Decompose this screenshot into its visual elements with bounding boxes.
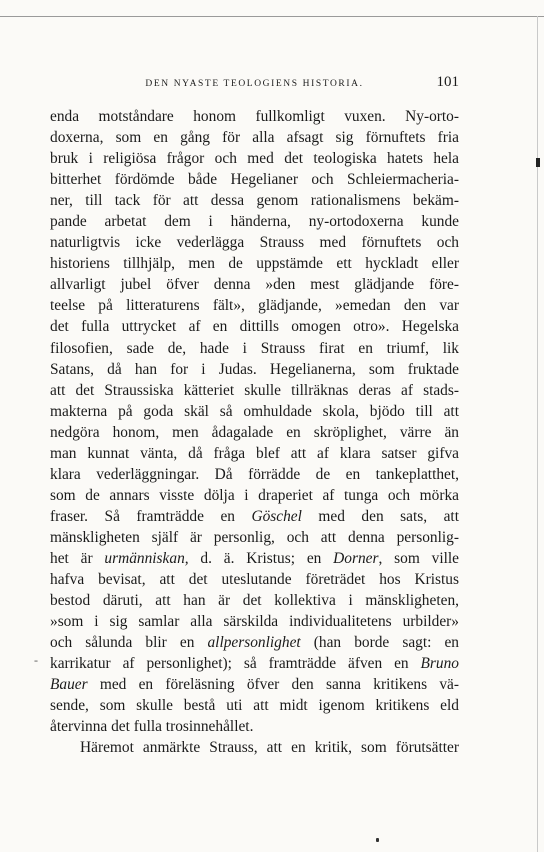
text-line: [50, 211, 459, 232]
italic-text: Dorner: [333, 549, 379, 567]
text-segment: Satans, då han for i Judas. Hegelianerna, som fruktade: [50, 360, 459, 378]
text-line: [50, 653, 459, 674]
text-line: [50, 422, 459, 443]
text-segment: bitterhet fördömde både Hegelianer och Schleiermacheria-: [50, 171, 459, 189]
text-line: [50, 464, 459, 485]
text-segment: bruk i religiösa frågor och med det teologiska hatets hela: [50, 150, 459, 168]
text-line: [50, 106, 459, 127]
text-line: [50, 674, 459, 695]
text-segment: pande arbetat dem i händerna, ny-ortodoxerna kunde: [50, 213, 459, 231]
text-segment: allvarligt jubel öfver denna »den mest glädjande före-: [50, 276, 459, 294]
text-line: [50, 232, 459, 253]
text-segment: het är: [50, 549, 105, 567]
text-line: [50, 253, 459, 274]
margin-mark: -: [34, 653, 38, 667]
text-segment: enda motståndare honom fullkomligt vuxen. Ny-orto-: [50, 108, 459, 125]
text-segment: fraser. Så framträdde en: [50, 507, 252, 525]
italic-text: urmänniskan,: [104, 549, 189, 567]
text-segment: klara vederläggningar. Då förrädde de en tankeplatthet,: [50, 465, 459, 483]
text-segment: och sålunda blir en: [50, 634, 208, 652]
text-line: [50, 506, 459, 527]
text-segment: med en föreläsning öfver den sanna kritikens vä-: [87, 676, 459, 694]
italic-text: Göschel: [251, 507, 302, 525]
running-head: DEN NYASTE TEOLOGIENS HISTORIA.: [145, 79, 364, 89]
edge-mark: [536, 158, 540, 167]
text-segment: doxerna, som en gång för alla afsagt sig förnuftets fria: [50, 129, 459, 147]
text-segment: återvinna det fulla trosinnehållet.: [50, 718, 254, 736]
text-line: [50, 716, 459, 737]
text-line: [50, 443, 459, 464]
text-line: [50, 548, 459, 569]
page-edge: [537, 16, 538, 852]
text-segment: mänskligheten själf är personlig, och att denna personlig-: [50, 528, 459, 546]
text-segment: teelse på litteraturens fält», glädjande, »emedan den var: [50, 297, 459, 315]
text-segment: »som i sig samlar alla särskilda individualitetens urbilder»: [50, 613, 459, 631]
text-line: [50, 127, 459, 148]
text-segment: att det Straussiska kätteriet skulle tillräknas deras af stads-: [50, 381, 459, 399]
text-line: [50, 401, 459, 422]
text-segment: filosofien, sade de, hade i Strauss firat en triumf, lik: [50, 339, 459, 357]
text-segment: (han borde sagt: en: [300, 634, 460, 652]
text-segment: , som ville: [378, 549, 459, 567]
body-text: [50, 106, 459, 758]
page-number: 101: [436, 74, 459, 90]
text-segment: som de annars visste dölja i draperiet af tunga och mörka: [50, 486, 459, 504]
italic-text: allpersonlighet: [207, 634, 301, 652]
text-line: [50, 632, 459, 653]
text-segment: sende, som skulle bestå uti att midt igenom kritikens eld: [50, 697, 459, 715]
text-segment: naturligtvis icke vederlägga Strauss med förnuftets och: [50, 234, 459, 252]
text-segment: med den sats, att: [301, 507, 459, 525]
italic-text: Bauer: [50, 676, 88, 694]
text-segment: makterna på goda skäl så omhuldade skola, bjödo till att: [50, 402, 459, 420]
text-line: [50, 169, 459, 190]
page-header: [50, 74, 459, 94]
text-line: [50, 611, 459, 632]
text-line: [50, 527, 459, 548]
text-segment: d. ä. Kristus; en: [188, 549, 334, 567]
text-line: [50, 316, 459, 337]
text-line: [50, 485, 459, 506]
text-segment: Häremot anmärkte Strauss, att en kritik, som förutsätter: [80, 739, 459, 757]
text-segment: ner, till tack för att dessa genom rationalismens bekäm-: [50, 192, 459, 210]
text-segment: bestod däruti, att han är det kollektiva i mänskligheten,: [50, 592, 459, 610]
text-segment: historiens tillhjälp, men de uppstämde ett hyckladt eller: [50, 255, 459, 273]
text-line: [50, 569, 459, 590]
text-line: [50, 190, 459, 211]
text-line: [50, 338, 459, 359]
text-line: [50, 737, 459, 758]
text-segment: det fulla uttrycket af en dittills omogen otro». Hegelska: [50, 318, 459, 336]
text-line: [50, 148, 459, 169]
text-segment: nedgöra honom, men ådagalade en skröplighet, värre än: [50, 423, 459, 441]
text-line: [50, 359, 459, 380]
italic-text: Bruno: [420, 655, 459, 673]
text-segment: man kunnat vänta, då fråga blef att af klara satser gifva: [50, 444, 459, 462]
text-line: [50, 380, 459, 401]
text-line: [50, 695, 459, 716]
ink-speck: [376, 838, 379, 842]
text-line: [50, 295, 459, 316]
text-segment: hafva bevisat, att det uteslutande företrädet hos Kristus: [50, 571, 459, 589]
text-segment: karrikatur af personlighet); så framträdde äfven en: [50, 655, 421, 673]
text-line: [50, 274, 459, 295]
text-line: [50, 590, 459, 611]
top-rule: [0, 16, 544, 17]
